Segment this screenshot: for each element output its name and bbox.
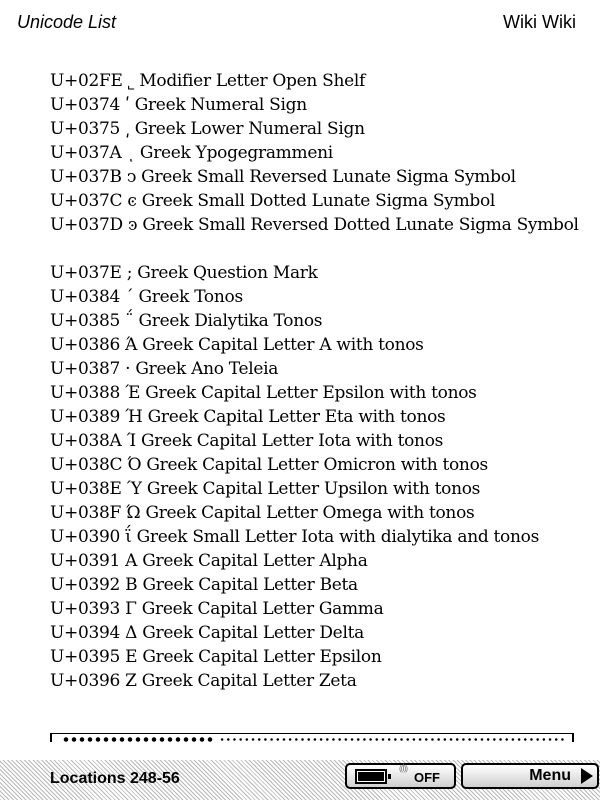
unicode-entry	[50, 549, 590, 573]
entry-glyph: ΅	[125, 311, 134, 331]
unicode-entry	[50, 189, 590, 213]
unicode-entry	[50, 525, 590, 549]
entry-name: Greek Lower Numeral Sign	[134, 119, 365, 139]
entry-glyph: ʹ	[125, 95, 130, 115]
unicode-entry	[50, 405, 590, 429]
unicode-entry	[50, 117, 590, 141]
entry-glyph: ͺ	[126, 143, 135, 163]
progress-line	[50, 733, 574, 734]
menu-label: Menu	[529, 767, 571, 784]
entry-name: Greek Capital Letter Beta	[142, 575, 358, 595]
entry-code: U+0391	[50, 551, 121, 571]
entry-name: Greek Numeral Sign	[134, 95, 307, 115]
entry-name: Greek Capital Letter Gamma	[141, 599, 384, 619]
progress-end-tick	[572, 733, 574, 742]
entry-name: Greek Capital Letter Alpha	[142, 551, 368, 571]
unicode-entry	[50, 333, 590, 357]
entry-name: Greek Capital Letter Epsilon with tonos	[145, 383, 477, 403]
entry-code: U+0390	[50, 527, 121, 547]
entry-glyph: Ή	[125, 407, 143, 427]
entry-code: U+0375	[50, 119, 121, 139]
paragraph-spacer	[50, 237, 590, 261]
entry-name: Greek Capital Letter Iota with tonos	[140, 431, 444, 451]
unicode-entry	[50, 501, 590, 525]
entry-code: U+038F	[50, 503, 122, 523]
entry-glyph: ͽ	[127, 215, 138, 235]
wireless-signal-icon: ((ꟾ))	[399, 764, 408, 773]
entry-name: Greek Capital Letter Omega with tonos	[145, 503, 475, 523]
entry-code: U+037B	[50, 167, 122, 187]
unicode-entry	[50, 477, 590, 501]
entry-name: Greek Small Dotted Lunate Sigma Symbol	[141, 191, 496, 211]
entry-name: Greek Small Reversed Lunate Sigma Symbol	[141, 167, 516, 187]
unicode-entry	[50, 453, 590, 477]
entry-code: U+037D	[50, 215, 123, 235]
entry-glyph: Γ	[125, 599, 137, 619]
entry-code: U+0385	[50, 311, 121, 331]
entry-name: Greek Ypogegrammeni	[139, 143, 333, 163]
entry-code: U+0392	[50, 575, 121, 595]
entry-name: Modifier Letter Open Shelf	[139, 71, 365, 91]
unicode-entry	[50, 93, 590, 117]
entry-code: U+0387	[50, 359, 121, 379]
entry-glyph: ;	[126, 263, 133, 283]
play-arrow-icon	[581, 768, 593, 784]
entry-name: Greek Capital Letter Upsilon with tonos	[146, 479, 481, 499]
unicode-entry	[50, 261, 590, 285]
entry-code: U+02FE	[50, 71, 123, 91]
entry-name: Greek Capital Letter Epsilon	[142, 647, 382, 667]
entry-code: U+0384	[50, 287, 121, 307]
progress-read-dots	[62, 737, 213, 742]
entry-glyph: Δ	[125, 623, 138, 643]
entry-glyph: Ζ	[125, 671, 137, 691]
progress-start-tick	[50, 733, 52, 742]
battery-nub	[388, 774, 391, 779]
entry-glyph: Β	[125, 575, 138, 595]
reading-progress-bar	[50, 733, 574, 743]
page-content	[50, 69, 590, 693]
book-author: Wiki Wiki	[503, 12, 576, 32]
entry-glyph: Ά	[125, 335, 138, 355]
entry-glyph: Έ	[125, 383, 141, 403]
entry-code: U+037A	[50, 143, 122, 163]
unicode-entry	[50, 429, 590, 453]
entry-name: Greek Dialytika Tonos	[138, 311, 323, 331]
entry-group	[50, 69, 590, 237]
entry-glyph: ͵	[125, 119, 130, 139]
entry-code: U+0386	[50, 335, 121, 355]
status-bar	[0, 760, 600, 800]
entry-code: U+0389	[50, 407, 121, 427]
unicode-entry	[50, 165, 590, 189]
entry-group	[50, 261, 590, 693]
battery-level	[358, 772, 384, 781]
entry-code: U+037E	[50, 263, 122, 283]
device-status-pill	[345, 763, 456, 789]
unicode-entry	[50, 645, 590, 669]
entry-name: Greek Small Letter Iota with dialytika and tonos	[136, 527, 539, 547]
entry-code: U+0374	[50, 95, 121, 115]
entry-glyph: Ε	[125, 647, 138, 667]
unicode-entry	[50, 669, 590, 693]
entry-glyph: ΄	[125, 287, 134, 307]
entry-name: Greek Small Reversed Dotted Lunate Sigma Symbol	[142, 215, 579, 235]
entry-glyph: ˾	[127, 71, 135, 91]
entry-name: Greek Question Mark	[137, 263, 318, 283]
menu-button[interactable]	[461, 763, 599, 789]
title-bar	[0, 0, 600, 44]
unicode-entry	[50, 213, 590, 237]
entry-code: U+038E	[50, 479, 122, 499]
entry-code: U+0396	[50, 671, 121, 691]
book-title: Unicode List	[17, 12, 117, 32]
unicode-entry	[50, 381, 590, 405]
entry-glyph: Ώ	[126, 503, 141, 523]
entry-code: U+037C	[50, 191, 123, 211]
entry-name: Greek Ano Teleia	[135, 359, 279, 379]
entry-code: U+0388	[50, 383, 121, 403]
unicode-entry	[50, 621, 590, 645]
location-indicator: Locations 248-56	[50, 770, 180, 787]
entry-name: Greek Capital Letter Eta with tonos	[147, 407, 446, 427]
entry-glyph: ͼ	[127, 191, 137, 211]
entry-code: U+0393	[50, 599, 121, 619]
unicode-entry	[50, 309, 590, 333]
unicode-entry	[50, 573, 590, 597]
wireless-status: OFF	[414, 770, 440, 785]
entry-glyph: ΐ	[125, 527, 132, 547]
progress-unread-dots	[219, 738, 566, 741]
entry-code: U+038C	[50, 455, 123, 475]
entry-code: U+0394	[50, 623, 121, 643]
unicode-entry	[50, 597, 590, 621]
entry-glyph: ·	[125, 359, 131, 379]
entry-name: Greek Capital Letter Delta	[142, 623, 364, 643]
battery-icon	[355, 769, 387, 784]
entry-code: U+038A	[50, 431, 122, 451]
unicode-entry	[50, 357, 590, 381]
unicode-entry	[50, 69, 590, 93]
unicode-entry	[50, 285, 590, 309]
entry-code: U+0395	[50, 647, 121, 667]
entry-name: Greek Capital Letter Omicron with tonos	[146, 455, 488, 475]
entry-name: Greek Capital Letter Zeta	[141, 671, 357, 691]
entry-name: Greek Capital Letter A with tonos	[142, 335, 424, 355]
entry-glyph: ͻ	[126, 167, 137, 187]
unicode-entry	[50, 141, 590, 165]
entry-glyph: Α	[125, 551, 138, 571]
entry-glyph: Ύ	[126, 479, 142, 499]
entry-name: Greek Tonos	[138, 287, 243, 307]
entry-glyph: Ί	[126, 431, 136, 451]
entry-glyph: Ό	[127, 455, 142, 475]
